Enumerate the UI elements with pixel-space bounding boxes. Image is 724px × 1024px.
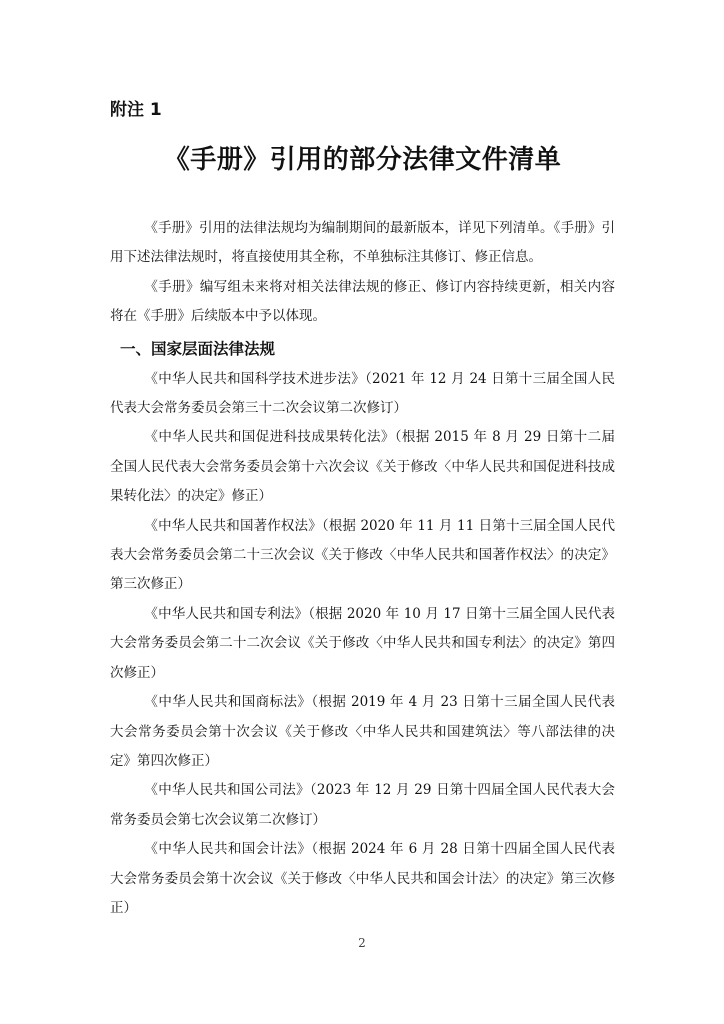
page-number: 2 bbox=[358, 936, 366, 950]
section-heading: 一、国家层面法律法规 bbox=[120, 339, 276, 358]
law-entry: 《中华人民共和国著作权法》（根据 2020 年 11 月 11 日第十三届全国人民代表大会常务委员会第二十三次会议《关于修改〈中华人民共和国著作权法〉的决定》第三次修正） bbox=[110, 517, 615, 593]
law-entry: 《中华人民共和国专利法》（根据 2020 年 10 月 17 日第十三届全国人民代表大会常务委员会第二十二次会议《关于修改〈中华人民共和国专利法〉的决定》第四次修正） bbox=[110, 605, 615, 681]
intro-paragraph: 《手册》引用的法律法规均为编制期间的最新版本，详见下列清单。《手册》引用下述法律法规时，将直接使用其全称，不单独标注其修订、修正信息。 bbox=[110, 220, 615, 266]
law-entry: 《中华人民共和国公司法》（2023 年 12 月 29 日第十四届全国人民代表大会常务委员会第七次会议第二次修订） bbox=[110, 782, 615, 828]
document-title: 《手册》引用的部分法律文件清单 bbox=[163, 145, 562, 175]
appendix-label: 附注 1 bbox=[110, 100, 162, 120]
intro-paragraph: 《手册》编写组未来将对相关法律法规的修正、修订内容持续更新，相关内容将在《手册》后续版本中予以体现。 bbox=[110, 278, 615, 325]
document-body bbox=[110, 214, 615, 923]
law-entry: 《中华人民共和国科学技术进步法》（2021 年 12 月 24 日第十三届全国人民代表大会常务委员会第三十二次会议第二次修订） bbox=[110, 370, 615, 417]
law-entry: 《中华人民共和国商标法》（根据 2019 年 4 月 23 日第十三届全国人民代表大会常务委员会第十次会议《关于修改〈中华人民共和国建筑法〉等八部法律的决定》第四次修正） bbox=[110, 694, 615, 769]
law-entry: 《中华人民共和国会计法》（根据 2024 年 6 月 28 日第十四届全国人民代表大会常务委员会第十次会议《关于修改〈中华人民共和国会计法〉的决定》第三次修正） bbox=[110, 841, 615, 916]
law-entry: 《中华人民共和国促进科技成果转化法》（根据 2015 年 8 月 29 日第十二届全国人民代表大会常务委员会第十六次会议《关于修改〈中华人民共和国促进科技成果转化法〉的决定》修正） bbox=[110, 429, 615, 505]
